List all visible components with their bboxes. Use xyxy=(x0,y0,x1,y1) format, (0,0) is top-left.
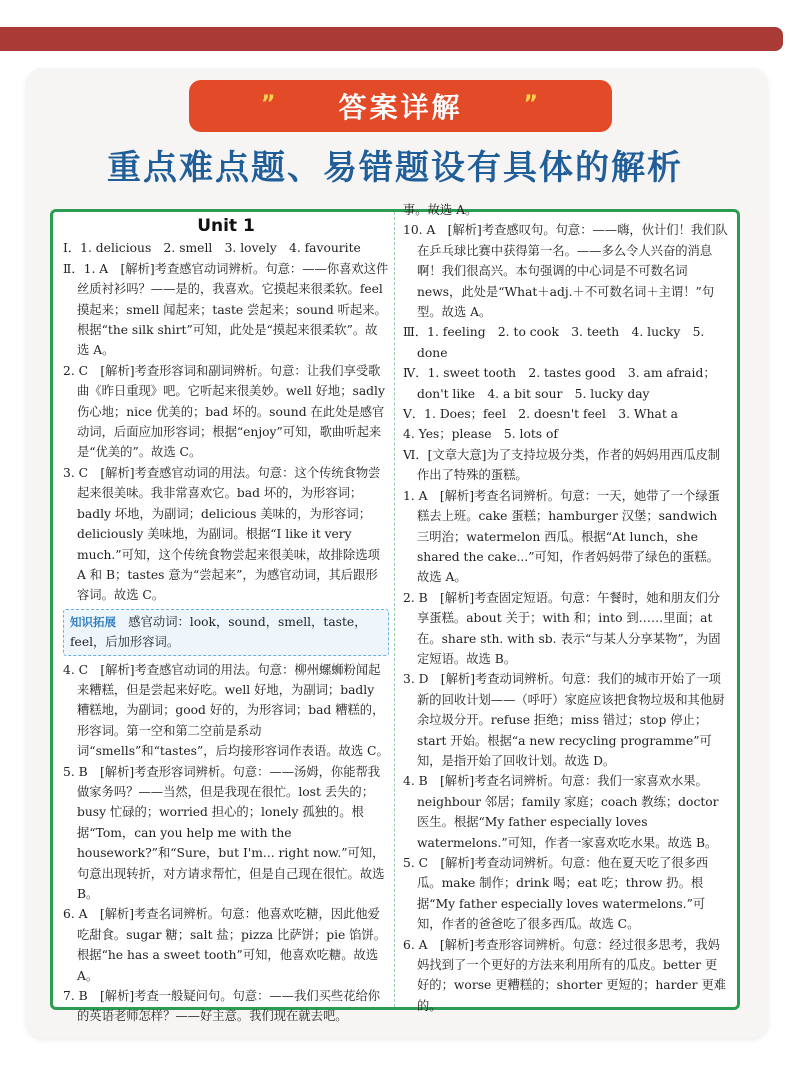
tip-label: 知识拓展 xyxy=(70,614,116,629)
section-title: 答案详解 xyxy=(338,91,463,124)
answer-item: 2. C [解析]考查形容词和副词辨析。句意：让我们享受歌曲《昨日重现》吧。它听起来很美妙。well 好地；sadly 伤心地；nice 优美的；bad 坏的。sound 在此处是感官动词，后面应加形容词；根据“enjoy”可知，歌曲听起来是“优美的”。故选 C。 xyxy=(63,363,385,460)
quote-mark-right: ” xyxy=(523,92,540,117)
answer-item: 6. A [解析]考查名词辨析。句意：他喜欢吃糖，因此他爱吃甜食。sugar 糖；salt 盐；pizza 比萨饼；pie 馅饼。根据“he has a sweet tooth”可知，他喜欢吃糖。故选 A。 xyxy=(63,907,387,983)
answer-item: Ⅳ．1. sweet tooth 2. tastes good 3. am afraid；don't like 4. a bit sour 5. lucky day xyxy=(403,366,716,401)
top-banner-strip xyxy=(0,27,783,51)
answer-item: 事。故选 A。 xyxy=(403,203,478,217)
answer-item: 5. B [解析]考查形容词辨析。句意：——汤姆，你能帮我做家务吗？——当然，但是我现在很忙。lost 丢失的；busy 忙碌的；worried 担心的；lonely 孤独的。根据“Tom，can you help me with the housework?”和“Sure，but I'm... right now.”可知，句意出现转折，对方请求帮忙，但是自己现在很忙。故选 B。 xyxy=(63,764,385,901)
answer-item: Ⅲ．1. feeling 2. to cook 3. teeth 4. lucky 5. done xyxy=(403,325,705,360)
tip-text: 感官动词：look，sound，smell，taste，feel，后加形容词。 xyxy=(70,614,367,650)
right-column xyxy=(403,203,729,1016)
answer-item: 5. C [解析]考查动词辨析。句意：他在夏天吃了很多西瓜。make 制作；drink 喝；eat 吃；throw 扔。根据“My father especially loves watermelons.”可知，作者的爸爸吃了很多西瓜。故选 C。 xyxy=(403,856,709,932)
unit-heading: Unit 1 xyxy=(197,216,255,236)
answer-item: Ⅱ．1. A [解析]考查感官动词辨析。句意：——你喜欢这件丝质衬衫吗？——是的，我喜欢。它摸起来很柔软。feel 摸起来；smell 闻起来；taste 尝起来；sound 听起来。根据“the silk shirt”可知，此处是“摸起来很柔软”。故选 A。 xyxy=(63,261,389,358)
answer-item: 10. A [解析]考查感叹句。句意：——嗨，伙计们！我们队在乒乓球比赛中获得第一名。——多么令人兴奋的消息啊！我们很高兴。本句强调的中心词是不可数名词 news，此处是“What＋adj.＋不可数名词＋主谓！”句型。故选 A。 xyxy=(403,223,728,320)
answer-item: Ⅰ．1. delicious 2. smell 3. lovely 4. favourite xyxy=(63,241,361,256)
section-title-banner xyxy=(189,80,612,132)
answer-page xyxy=(50,203,740,1024)
quote-mark-left: ” xyxy=(261,92,278,117)
knowledge-tip xyxy=(63,609,389,656)
answer-item: Ⅴ．1. Does；feel 2. doesn't feel 3. What a xyxy=(403,407,679,422)
headline: 重点难点题、易错题设有具体的解析 xyxy=(107,148,683,188)
answer-item: 6. A [解析]考查形容词辨析。句意：经过很多思考，我妈妈找到了一个更好的方法来利用所有的瓜皮。better 更好的；worse 更糟糕的；shorter 更短的；harder 更难的。 xyxy=(403,937,727,1013)
answer-item: 3. D [解析]考查动词辨析。句意：我们的城市开始了一项新的回收计划——（呼吁）家庭应该把食物垃圾和其他厨余垃圾分开。refuse 拒绝；miss 错过；stop 停止；start 开始。根据“a new recycling programme”可知，是指开始了回收计划。故选 D。 xyxy=(403,672,725,768)
answer-item: 3. C [解析]考查感官动词的用法。句意：这个传统食物尝起来很美味。我非常喜欢它。bad 坏的，为形容词；badly 坏地，为副词；delicious 美味的，为形容词；deliciously 美味地，为副词。根据“I like it very much.”可知，这个传统食物尝起来很美味，故排除选项 A 和 B；tastes 意为“尝起来”，为感官动词，其后跟形容词。故选 C。 xyxy=(63,465,381,603)
answer-item: Ⅵ．[文章大意]为了支持垃圾分类，作者的妈妈用西瓜皮制作出了特殊的蛋糕。 xyxy=(403,447,721,483)
left-column xyxy=(63,212,389,1027)
column-divider xyxy=(394,212,395,1007)
answer-item: 4. Yes；please 5. lots of xyxy=(403,427,558,442)
answer-item: 1. A [解析]考查名词辨析。句意：一天，她带了一个绿蛋糕去上班。cake 蛋糕；hamburger 汉堡；sandwich 三明治；watermelon 西瓜。根据“At lunch，she shared the cake...”可知，作者妈妈带了绿色的蛋糕。故选 A。 xyxy=(403,488,720,585)
answer-item: 4. C [解析]考查感官动词的用法。句意：柳州螺蛳粉闻起来糟糕，但是尝起来好吃。well 好地，为副词；badly 糟糕地，为副词；good 好的，为形容词；bad 糟糕的，形容词。第一空和第二空前是系动词“smells”和“tastes”，后均接形容词作表语。故选 C。 xyxy=(63,662,389,759)
answer-item: 7. B [解析]考查一般疑问句。句意：——我们买些花给你的英语老师怎样？——好主意。我们现在就去吧。 xyxy=(63,989,381,1024)
answer-item: 2. B [解析]考查固定短语。句意：午餐时，她和朋友们分享蛋糕。about 关于；with 和；into 到……里面；at 在。share sth. with sb. 表示“与某人分享某物”，为固定短语。故选 B。 xyxy=(403,590,721,666)
answer-item: 4. B [解析]考查名词辨析。句意：我们一家喜欢水果。neighbour 邻居；family 家庭；coach 教练；doctor 医生。根据“My father especially loves watermelons.”可知，作者一家喜欢吃水果。故选 B。 xyxy=(403,774,719,850)
